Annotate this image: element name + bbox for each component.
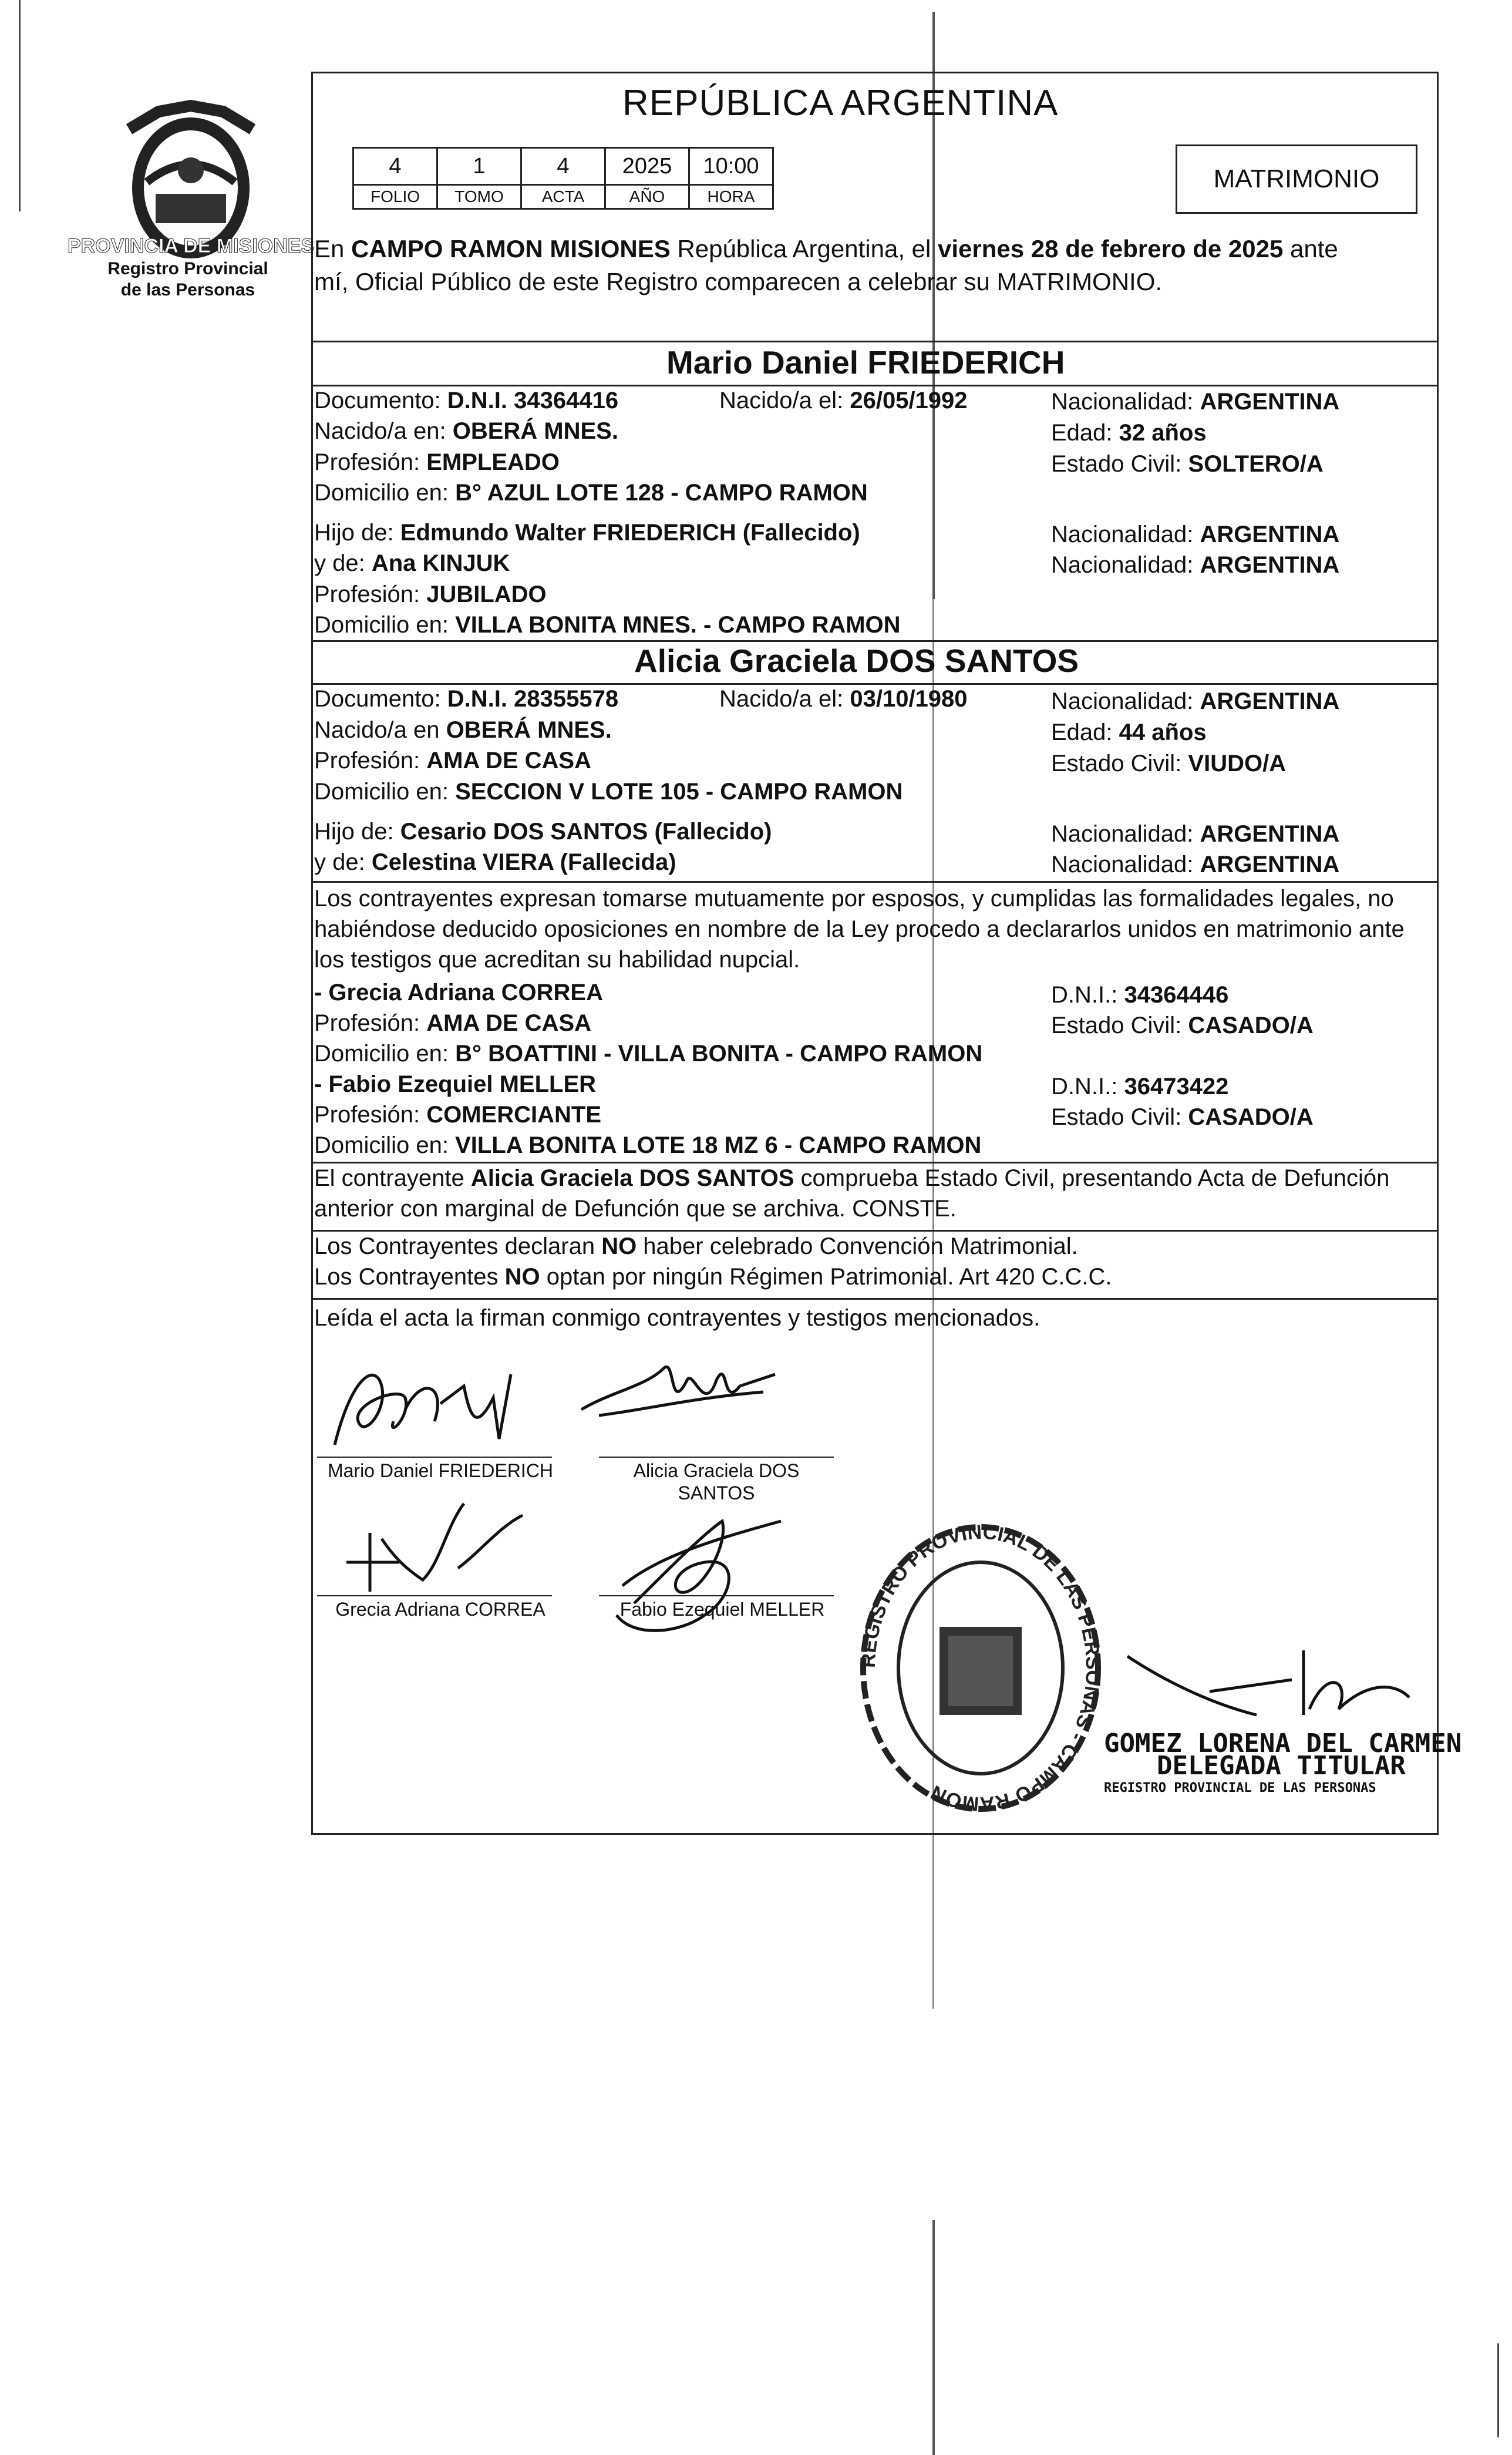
value: ARGENTINA	[1200, 852, 1340, 877]
bride-age	[1051, 719, 1207, 746]
label: y de:	[314, 550, 372, 576]
bride-mother-nat	[1051, 852, 1339, 878]
regime-text: Los Contrayentes declaran	[314, 1233, 602, 1259]
note-text: comprueba Estado Civil, presentando Acta de Defunción	[794, 1165, 1390, 1191]
groom-age	[1051, 420, 1207, 446]
value: B° BOATTINI - VILLA BONITA - CAMPO RAMON	[455, 1041, 983, 1067]
value: D.N.I. 34364416	[447, 388, 619, 413]
bride-address	[314, 779, 903, 805]
intro-date: viernes 28 de febrero de 2025	[938, 235, 1284, 263]
bride-name: Alicia Graciela DOS SANTOS	[634, 643, 1079, 679]
value: 44 años	[1119, 719, 1207, 745]
value: CASADO/A	[1188, 1104, 1314, 1130]
regime-text: optan por ningún Régimen Patrimonial. Art 420 C.C.C.	[540, 1264, 1112, 1290]
intro-text: ante	[1283, 235, 1338, 263]
signature-line	[317, 1595, 552, 1596]
label: Estado Civil:	[1051, 1013, 1188, 1038]
hour-value: 10:00	[689, 148, 773, 185]
divider	[311, 1230, 1439, 1232]
groom-signature-label: Mario Daniel FRIEDERICH	[327, 1460, 554, 1481]
bride-father	[314, 819, 772, 845]
label: D.N.I.:	[1051, 982, 1124, 1008]
witness2-address	[314, 1132, 981, 1159]
intro-line1	[314, 235, 1338, 263]
divider	[311, 385, 1439, 386]
bride-signature-label-1: Alicia Graciela DOS	[633, 1460, 800, 1481]
value: EMPLEADO	[426, 449, 560, 475]
declaration-line3: los testigos que acreditan su habilidad nupcial.	[314, 947, 800, 973]
divider	[311, 1162, 1439, 1163]
value: Edmundo Walter FRIEDERICH (Fallecido)	[400, 520, 860, 546]
note-line2: anterior con marginal de Defunción que se archiva. CONSTE.	[314, 1196, 957, 1222]
province-emblem-icon	[67, 94, 315, 270]
label: Estado Civil:	[1051, 451, 1188, 477]
groom-nationality	[1051, 389, 1339, 415]
margin-mark	[1497, 2343, 1499, 2437]
note-person: Alicia Graciela DOS SANTOS	[470, 1165, 794, 1191]
value: ARGENTINA	[1200, 389, 1340, 415]
margin-mark	[19, 0, 21, 211]
label: Domicilio en:	[314, 612, 456, 638]
label: Edad:	[1051, 719, 1119, 745]
official-signature	[1116, 1644, 1421, 1738]
intro-line2: mí, Oficial Público de este Registro comparecen a celebrar su MATRIMONIO.	[314, 268, 1163, 295]
record-table	[352, 147, 774, 210]
note-text: El contrayente	[314, 1165, 471, 1191]
witness1-signature-label: Grecia Adriana CORREA	[335, 1599, 545, 1620]
label: Domicilio en:	[314, 779, 456, 805]
label: Nacionalidad:	[1051, 821, 1200, 847]
value: AMA DE CASA	[426, 748, 591, 774]
groom-name: Mario Daniel FRIEDERICH	[666, 344, 1065, 381]
logo-caption-line2: de las Personas	[120, 280, 255, 300]
bride-born	[719, 686, 968, 712]
value: COMERCIANTE	[426, 1102, 601, 1128]
witness1-name: - Grecia Adriana CORREA	[314, 980, 603, 1005]
label: Nacionalidad:	[1051, 389, 1200, 415]
value: 26/05/1992	[850, 388, 968, 413]
emblem-text: PROVINCIA DE MISIONES	[67, 235, 315, 257]
seal-text: REGISTRO PROVINCIAL DE LAS PERSONAS - CAMPO RAMON	[857, 1521, 1104, 1815]
value: VILLA BONITA LOTE 18 MZ 6 - CAMPO RAMON	[455, 1132, 982, 1158]
official-seal	[840, 1515, 1122, 1821]
witness2-name: - Fabio Ezequiel MELLER	[314, 1071, 597, 1097]
groom-job	[314, 449, 560, 476]
value: VILLA BONITA MNES. - CAMPO RAMON	[455, 612, 901, 638]
value: ARGENTINA	[1200, 522, 1340, 547]
tomo-label: TOMO	[437, 185, 521, 209]
witness2-dni	[1051, 1074, 1228, 1100]
value: SOLTERO/A	[1188, 451, 1324, 477]
value: B° AZUL LOTE 128 - CAMPO RAMON	[455, 480, 868, 506]
label: Nacionalidad:	[1051, 552, 1200, 578]
intro-text: República Argentina, el	[670, 235, 938, 263]
label: Profesión:	[314, 449, 427, 475]
label: Estado Civil:	[1051, 751, 1188, 776]
groom-doc	[314, 388, 618, 414]
groom-father	[314, 520, 860, 546]
value: ARGENTINA	[1200, 688, 1340, 714]
signature-line	[317, 1457, 552, 1458]
declaration-line2: habiéndose deducido oposiciones en nombre de la Ley procedo a declararlos unidos en matrimonio ante	[314, 916, 1405, 942]
note-line1	[314, 1165, 1389, 1192]
value: CASADO/A	[1188, 1013, 1314, 1038]
value: OBERÁ MNES.	[452, 418, 618, 444]
intro-place: CAMPO RAMON MISIONES	[351, 235, 671, 263]
value: SECCION V LOTE 105 - CAMPO RAMON	[455, 779, 903, 805]
value: ARGENTINA	[1200, 821, 1340, 847]
groom-born	[719, 388, 968, 414]
label: Nacionalidad:	[1051, 852, 1200, 877]
divider	[311, 683, 1439, 685]
bride-signature	[575, 1345, 822, 1451]
folio-value: 4	[353, 148, 437, 185]
value: Celestina VIERA (Fallecida)	[371, 849, 676, 875]
bride-doc	[314, 686, 618, 712]
groom-parent-address	[314, 612, 901, 638]
groom-mother-nat	[1051, 552, 1339, 579]
signature-line	[599, 1595, 834, 1596]
witness1-dni	[1051, 982, 1228, 1008]
page-title: REPÚBLICA ARGENTINA	[622, 83, 1059, 123]
folio-label: FOLIO	[353, 185, 437, 209]
bride-civil	[1051, 751, 1286, 777]
label: Nacionalidad:	[1051, 522, 1200, 547]
official-name: GOMEZ LORENA DEL CARMEN	[1104, 1728, 1462, 1758]
label: Domicilio en:	[314, 1132, 456, 1158]
witness2-signature	[587, 1498, 834, 1656]
label: Nacido/a en	[314, 717, 446, 743]
divider	[311, 1298, 1439, 1300]
label: Documento:	[314, 388, 447, 413]
groom-father-nat	[1051, 522, 1339, 548]
groom-address	[314, 480, 868, 506]
value: ARGENTINA	[1200, 552, 1340, 578]
label: Hijo de:	[314, 819, 400, 845]
label: Domicilio en:	[314, 480, 456, 506]
regime-line2	[314, 1264, 1112, 1290]
value: JUBILADO	[426, 581, 547, 607]
value: OBERÁ MNES.	[446, 717, 612, 743]
year-label: AÑO	[605, 185, 689, 209]
label: Hijo de:	[314, 520, 400, 546]
value: Cesario DOS SANTOS (Fallecido)	[400, 819, 772, 845]
value: Ana KINJUK	[371, 550, 510, 576]
regime-no: NO	[504, 1264, 540, 1290]
label: Domicilio en:	[314, 1041, 456, 1067]
value: AMA DE CASA	[426, 1010, 591, 1036]
official-office: REGISTRO PROVINCIAL DE LAS PERSONAS	[1104, 1781, 1376, 1795]
declaration-line1: Los contrayentes expresan tomarse mutuamente por esposos, y cumplidas las formalidades legales, no	[314, 886, 1394, 912]
value: 03/10/1980	[850, 686, 968, 712]
label: y de:	[314, 849, 372, 875]
bride-nationality	[1051, 688, 1339, 715]
logo-caption-line1: Registro Provincial	[107, 259, 268, 278]
bride-mother	[314, 849, 676, 876]
witness1-signature	[329, 1492, 564, 1598]
official-stamp	[1104, 1728, 1462, 1800]
witness2-job	[314, 1102, 601, 1128]
label: Estado Civil:	[1051, 1104, 1188, 1130]
record-type-box: MATRIMONIO	[1176, 144, 1417, 214]
label: Nacido/a el:	[719, 388, 850, 413]
groom-birthplace	[314, 418, 618, 445]
label: Profesión:	[314, 1102, 427, 1128]
value: D.N.I. 28355578	[447, 686, 619, 712]
regime-text: Los Contrayentes	[314, 1264, 505, 1290]
tomo-value: 1	[437, 148, 521, 185]
value: VIUDO/A	[1188, 751, 1287, 776]
witness1-civil	[1051, 1013, 1314, 1039]
divider	[311, 881, 1439, 883]
regime-line1	[314, 1233, 1078, 1260]
year-value: 2025	[605, 148, 689, 185]
label: Nacido/a en:	[314, 418, 453, 444]
groom-signature	[317, 1351, 564, 1457]
official-title: DELEGADA TITULAR	[1157, 1751, 1406, 1781]
witness1-address	[314, 1041, 982, 1067]
label: Documento:	[314, 686, 447, 712]
regime-no: NO	[601, 1233, 637, 1259]
acta-value: 4	[521, 148, 605, 185]
label: Nacionalidad:	[1051, 688, 1200, 714]
bride-birthplace	[314, 717, 612, 744]
bride-signature-label-2: SANTOS	[678, 1482, 755, 1504]
label: Nacido/a el:	[719, 686, 850, 712]
regime-text: haber celebrado Convención Matrimonial.	[637, 1233, 1078, 1259]
signature-line	[599, 1457, 834, 1458]
bride-father-nat	[1051, 821, 1339, 848]
value: 32 años	[1119, 420, 1207, 446]
acta-label: ACTA	[521, 185, 605, 209]
groom-mother	[314, 550, 510, 577]
label: Profesión:	[314, 748, 427, 774]
witness1-job	[314, 1010, 591, 1037]
closing-text: Leída el acta la firman conmigo contrayentes y testigos mencionados.	[314, 1305, 1040, 1331]
witness2-signature-label: Fabio Ezequiel MELLER	[619, 1599, 825, 1620]
value: 34364446	[1124, 982, 1229, 1008]
label: Profesión:	[314, 1010, 427, 1036]
bride-job	[314, 748, 591, 774]
groom-parent-job	[314, 581, 547, 608]
logo-caption	[88, 258, 288, 301]
value: 36473422	[1124, 1074, 1229, 1099]
label: Profesión:	[314, 581, 427, 607]
witness2-civil	[1051, 1104, 1314, 1131]
intro-text: En	[314, 235, 352, 263]
label: Edad:	[1051, 420, 1119, 446]
divider	[311, 341, 1439, 342]
groom-civil	[1051, 451, 1324, 477]
hour-label: HORA	[689, 185, 773, 209]
fold-line	[932, 2220, 935, 2455]
label: D.N.I.:	[1051, 1074, 1124, 1099]
